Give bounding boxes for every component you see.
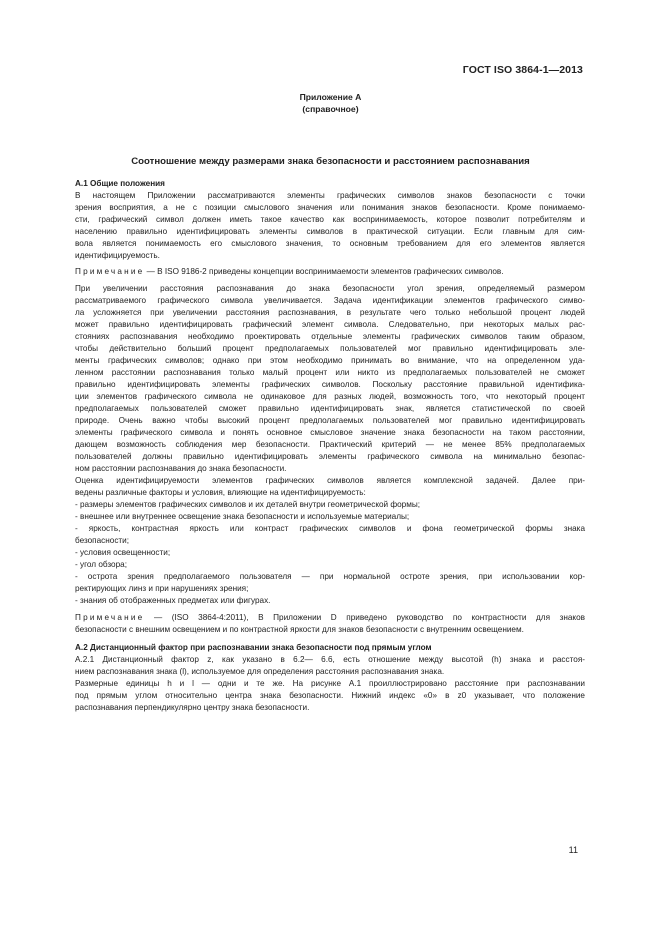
- list-item: - яркость, контрастная яркость или контраст графических символов и фона геометрической формы знака: [75, 524, 585, 533]
- section-a1-heading: А.1 Общие положения: [75, 179, 165, 188]
- list-item: - условия освещенности;: [75, 548, 171, 557]
- text-line: нием распознавания знака (l), используемое для определения расстояния распознавания знака.: [75, 667, 445, 676]
- list-item: безопасности;: [75, 536, 130, 545]
- factor-list: [75, 499, 585, 607]
- text-line: чтобы действительно больший процент предполагаемых пользователей мог правильно идентифицировать эле-: [75, 344, 585, 353]
- list-item: - размеры элементов графических символов и их деталей внутри геометрической формы;: [75, 500, 421, 509]
- text-line: правильно идентифицировать элементы графических символов. Поскольку расстояние правильной идентифика-: [75, 380, 585, 389]
- list-item: ректирующих линз и при нарушениях зрения;: [75, 584, 249, 593]
- text-line: ном расстоянии распознавания до знака безопасности.: [75, 464, 287, 473]
- text-line: стояниях распознавания необходимо проектировать отдельные элементы графических символов таким образом,: [75, 332, 585, 341]
- appendix-subtitle: (справочное): [302, 104, 359, 114]
- text-line: дающем возможность соблюдения мер безопасности. Практический критерий — не менее 85% предполагаемых: [75, 440, 585, 449]
- note-2-line-2: безопасности с внешним освещением и по контрастной яркости для знаков безопасности с внутренним освещением.: [75, 625, 524, 634]
- text-line: Размерные единицы h и l — одни и те же. На рисунке А.1 проиллюстрировано расстояние при распознавании: [75, 679, 585, 688]
- text-line: Оценка идентифицируемости элементов графических символов является комплексной задачей. Далее при-: [75, 476, 585, 485]
- note-1: [75, 266, 585, 278]
- text-line: идентифицируемость.: [75, 251, 160, 260]
- note-text: — В ISO 9186-2 приведены концепции воспринимаемости элементов графических символов.: [144, 267, 504, 276]
- text-line: вола является понимаемость его смыслового значения, то основным требованием для его элементов является: [75, 239, 585, 248]
- text-line: пользователей должны правильно идентифицировать элементы графического символа на минимально безопас-: [75, 452, 585, 461]
- list-item: - угол обзора;: [75, 560, 127, 569]
- text-line: В настоящем Приложении рассматриваются элементы графических символов знаков безопасности с точки: [75, 191, 585, 200]
- text-line: ведены различные факторы и условия, влияющие на идентифицируемость:: [75, 488, 366, 497]
- text-line: А.2.1 Дистанционный фактор z, как указано в 6.2— 6.6, есть отношение между высотой (h) знака и расстоя-: [75, 655, 585, 664]
- note-text: — (ISO 3864-4:2011), В Приложении D приведено руководство по контрастности для знаков: [144, 613, 585, 622]
- list-item: - внешнее или внутреннее освещение знака безопасности и используемые материалы;: [75, 512, 410, 521]
- text-line: При увеличении расстояния распознавания до знака безопасности угол зрения, определяемый размером: [75, 284, 585, 293]
- text-line: распознавания перпендикулярно центру знака безопасности.: [75, 703, 310, 712]
- note-2-line-1: [75, 612, 585, 624]
- list-item: - знания об отображенных предметах или фигурах.: [75, 596, 271, 605]
- text-line: под прямым углом относительно центра знака безопасности. Нижний индекс «0» в z0 указывает, что положение: [75, 691, 585, 700]
- text-line: ленном расстоянии распознавания только малый процент или никто из предполагаемых пользователей не сможет: [75, 368, 585, 377]
- paragraph-distance-factor: [75, 654, 585, 678]
- paragraph-distance: [75, 283, 585, 475]
- paragraph-factors: [75, 475, 585, 499]
- main-title: Соотношение между размерами знака безопасности и расстоянием распознавания: [131, 156, 530, 167]
- paragraph-units: [75, 678, 585, 714]
- text-line: ла усложняется при увеличении расстояния распознавания, в результате чего только небольшой процент людей: [75, 308, 585, 317]
- page-number: 11: [568, 845, 578, 855]
- text-line: зрения восприятия, а не с позиции смыслового значения или понимания знаков безопасности. Кроме понимаемо-: [75, 203, 585, 212]
- document-id: ГОСТ ISO 3864-1—2013: [462, 64, 583, 76]
- text-line: предполагаемых пользователей сможет правильно идентифицировать знак, является статистической по своей: [75, 404, 585, 413]
- text-line: элементы графического символа и понять основное смысловое значение знака безопасности на таком расстоянии,: [75, 428, 585, 437]
- appendix-title: Приложение А: [299, 92, 362, 102]
- text-line: населению правильно идентифицировать элементы символов в практической ситуации. Если главным для сим-: [75, 227, 585, 236]
- section-a1: [75, 178, 585, 714]
- text-line: ции элементов графического символа не одинаковое для разных людей, возможность того, что некоторый процент: [75, 392, 585, 401]
- section-a2-heading: А.2 Дистанционный фактор при распознавании знака безопасности под прямым углом: [75, 643, 432, 652]
- note-label: Примечание: [75, 267, 145, 276]
- list-item: - острота зрения предполагаемого пользователя — при нормальной остроте зрения, при использовании кор-: [75, 572, 585, 581]
- note-label: Примечание: [75, 613, 145, 622]
- paragraph-intro: [75, 190, 585, 262]
- text-line: природе. Очень важно чтобы высокий процент предполагаемых пользователей мог правильно идентифицировать: [75, 416, 585, 425]
- text-line: рассматриваемого графического символа увеличивается. Задача идентификации элементов графического симво-: [75, 296, 585, 305]
- text-line: может правильно идентифицировать графический элемент символа. Следовательно, при некоторых малых рас-: [75, 320, 585, 329]
- text-line: менты графических символов; однако при этом необходимо принимать во внимание, что на определенном уда-: [75, 356, 585, 365]
- text-line: сти, графический символ должен иметь такое качество как воспринимаемость, которое позволит потребителям и: [75, 215, 585, 224]
